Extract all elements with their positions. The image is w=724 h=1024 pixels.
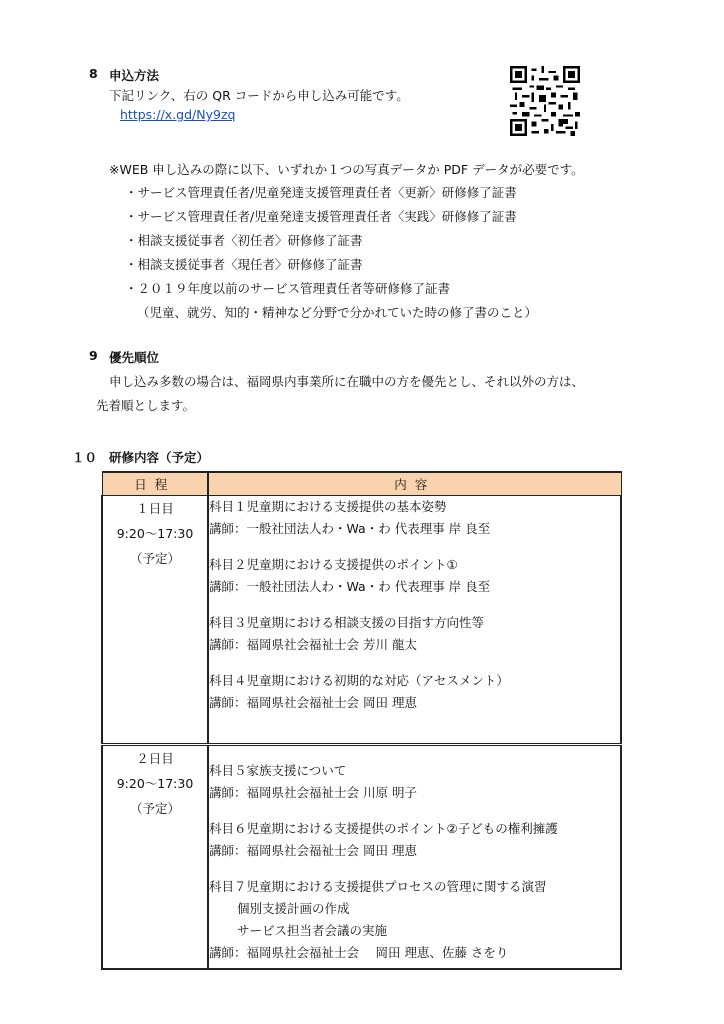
section8-number: 8 [89,66,98,81]
day2-cell [102,745,208,969]
subject-title: 科目３児童期における相談支援の目指す方向性等 [209,615,485,630]
day2-content [208,745,621,969]
web-application-note: ※WEB 申し込みの際に以下、いずれか１つの写真データか PDF データが必要です。 [109,162,584,177]
subject-title: 科目７児童期における支援提供プロセスの管理に関する演習 [209,879,547,894]
priority-text-line2: 先着順とします。 [96,398,196,413]
priority-text-line1: 申し込み多数の場合は、福岡県内事業所に在職中の方を優先とし、それ以外の方は、 [109,374,585,389]
day2-note: （予定） [129,801,180,816]
subject-lecturer: 講師：福岡県社会福祉士会 川原 明子 [209,785,417,800]
subject-lecturer: 講師：福岡県社会福祉士会 芳川 龍太 [209,637,417,652]
schedule-header-row [102,472,621,496]
schedule-row-day2 [102,745,621,969]
day1-label: １日目 [136,501,174,516]
day1-content [208,496,621,745]
subject-lecturer: 講師：福岡県社会福祉士会 岡田 理恵 [209,843,417,858]
application-link[interactable]: https://x.gd/Ny9zq [120,107,236,122]
requirement-item: ・２０１９年度以前のサービス管理責任者等研修修了証書 [125,281,451,296]
day1-note: （予定） [129,551,180,566]
section8-description: 下記リンク、右の QR コードから申し込み可能です。 [109,88,409,103]
header-content: 内容 [208,472,621,496]
subject-lecturer: 講師：一般社団法人わ・Wa・わ 代表理事 岸 良至 [209,521,491,536]
schedule-row-day1 [102,496,621,745]
section8-title: 申込方法 [109,68,160,83]
requirement-item: ・相談支援従事者〈現任者〉研修修了証書 [125,257,363,272]
day1-time: 9:20～17:30 [116,526,194,541]
requirement-item: ・サービス管理責任者/児童発達支援管理責任者〈更新〉研修修了証書 [125,185,517,200]
header-day: 日程 [102,472,208,496]
requirement-item-note: （児童、就労、知的・精神など分野で分かれていた時の修了書のこと） [137,305,538,320]
day2-label: ２日目 [136,751,174,766]
requirement-item: ・相談支援従事者〈初任者〉研修修了証書 [125,233,363,248]
subject-subitem: 個別支援計画の作成 [237,901,350,916]
section9-title: 優先順位 [109,350,160,365]
section10-number: １０ [72,450,98,465]
schedule-table [101,471,622,970]
subject-title: 科目４児童期における初期的な対応（アセスメント） [209,673,509,688]
subject-subitem: サービス担当者会議の実施 [237,923,388,938]
subject-title: 科目６児童期における支援提供のポイント②子どもの権利擁護 [209,821,558,836]
subject-lecturer: 講師：一般社団法人わ・Wa・わ 代表理事 岸 良至 [209,579,491,594]
qr-code-icon[interactable] [510,66,580,136]
day1-cell [102,496,208,745]
subject-title: 科目２児童期における支援提供のポイント① [209,557,458,572]
day2-time: 9:20～17:30 [116,776,194,791]
section9-number: 9 [89,348,98,363]
subject-lecturer: 講師：福岡県社会福祉士会 岡田 理恵、佐藤 さをり [209,945,509,960]
subject-title: 科目５家族支援について [209,763,347,778]
section10-title: 研修内容（予定） [109,450,210,465]
requirement-item: ・サービス管理責任者/児童発達支援管理責任者〈実践〉研修修了証書 [125,209,517,224]
subject-lecturer: 講師：福岡県社会福祉士会 岡田 理恵 [209,695,417,710]
subject-title: 科目１児童期における支援提供の基本姿勢 [209,499,447,514]
